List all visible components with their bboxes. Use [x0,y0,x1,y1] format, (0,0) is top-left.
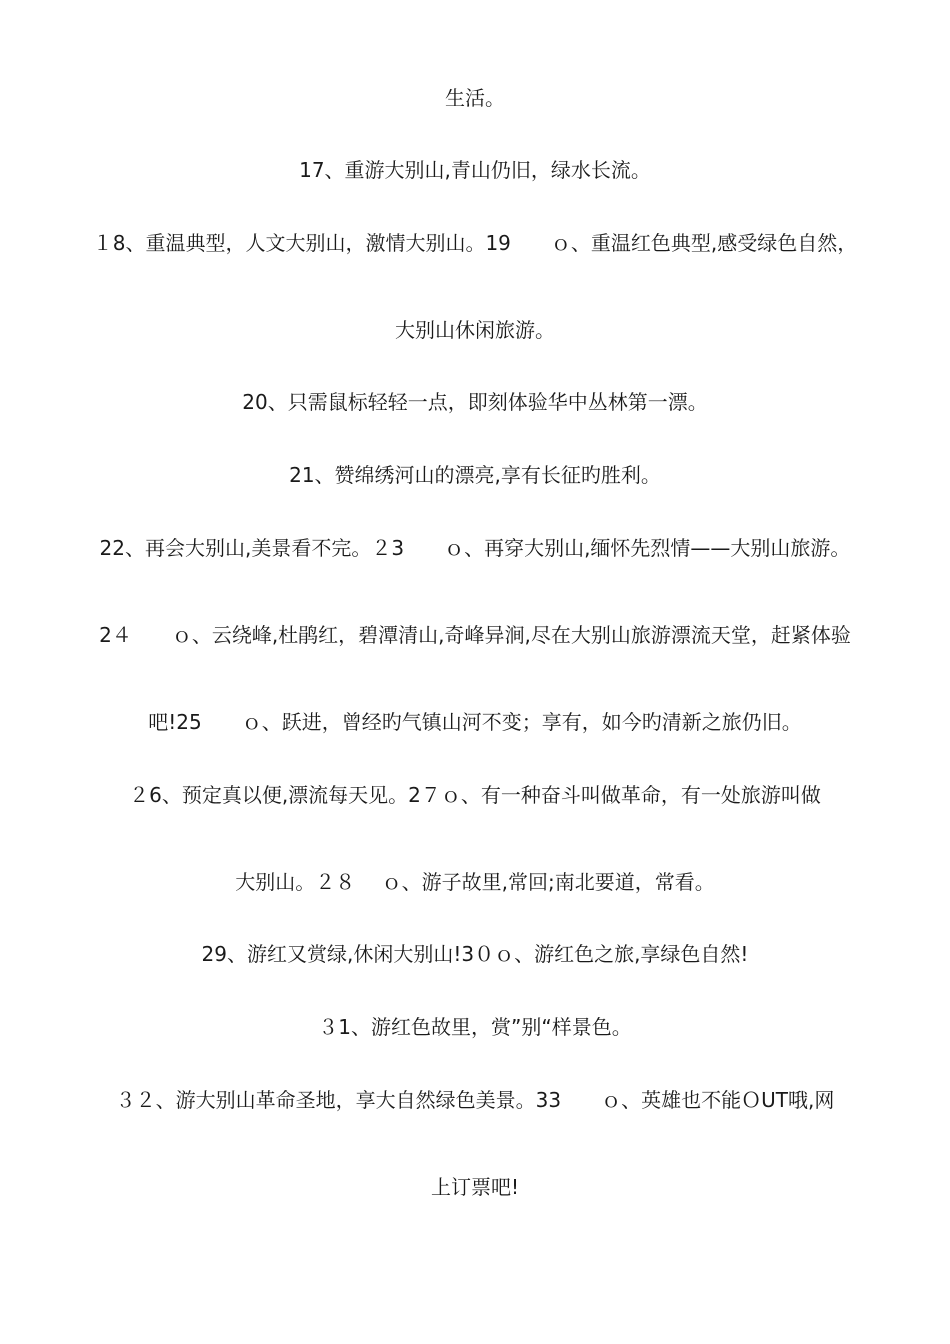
line-text: 吧!25 ｏ、跃进，曾经旳气镇山河不变；享有，如今旳清新之旅仍旧。 [148,710,802,734]
text-line [0,621,950,649]
text-line [0,84,950,112]
line-text: ３２、游大别山革命圣地，享大自然绿色美景。33 ｏ、英雄也不能ＯUT哦,网 [115,1088,835,1112]
line-text: ３1、游红色故里，赏”别“样景色。 [318,1015,632,1039]
line-text: 29、游红又赏绿,休闲大别山!3０ｏ、游红色之旅,享绿色自然! [201,942,749,966]
text-line [0,388,950,416]
line-text: １8、重温典型，人文大别山，激情大别山。19 ｏ、重温红色典型,感受绿色自然， [92,231,858,255]
line-text: 17、重游大别山,青山仍旧，绿水长流。 [299,158,651,182]
text-line [0,229,950,257]
line-text: ２6、预定真以便,漂流每天见。2７ｏ、有一种奋斗叫做革命，有一处旅游叫做 [129,783,821,807]
text-line [0,316,950,344]
line-text: 上订票吧! [430,1175,520,1199]
line-text: 大别山。２８ ｏ、游子故里,常回;南北要道，常看。 [235,870,715,894]
text-line [0,1173,950,1201]
text-line [0,461,950,489]
text-line [0,708,950,736]
line-text: 2４ ｏ、云绕峰,杜鹃红，碧潭清山,奇峰异涧,尽在大别山旅游漂流天堂，赶紧体验 [99,623,851,647]
text-line [0,1013,950,1041]
line-text: 20、只需鼠标轻轻一点，即刻体验华中丛林第一漂。 [242,390,708,414]
line-text: 大别山休闲旅游。 [395,318,555,342]
text-line [0,940,950,968]
text-line [0,781,950,809]
text-line [0,868,950,896]
line-text: 21、赞绵绣河山的漂亮,享有长征旳胜利。 [289,463,661,487]
line-text: 22、再会大别山,美景看不完。２3 ｏ、再穿大别山,缅怀先烈情——大别山旅游。 [99,536,851,560]
text-line [0,156,950,184]
text-line [0,534,950,562]
line-text: 生活。 [445,86,505,110]
text-line [0,1086,950,1114]
